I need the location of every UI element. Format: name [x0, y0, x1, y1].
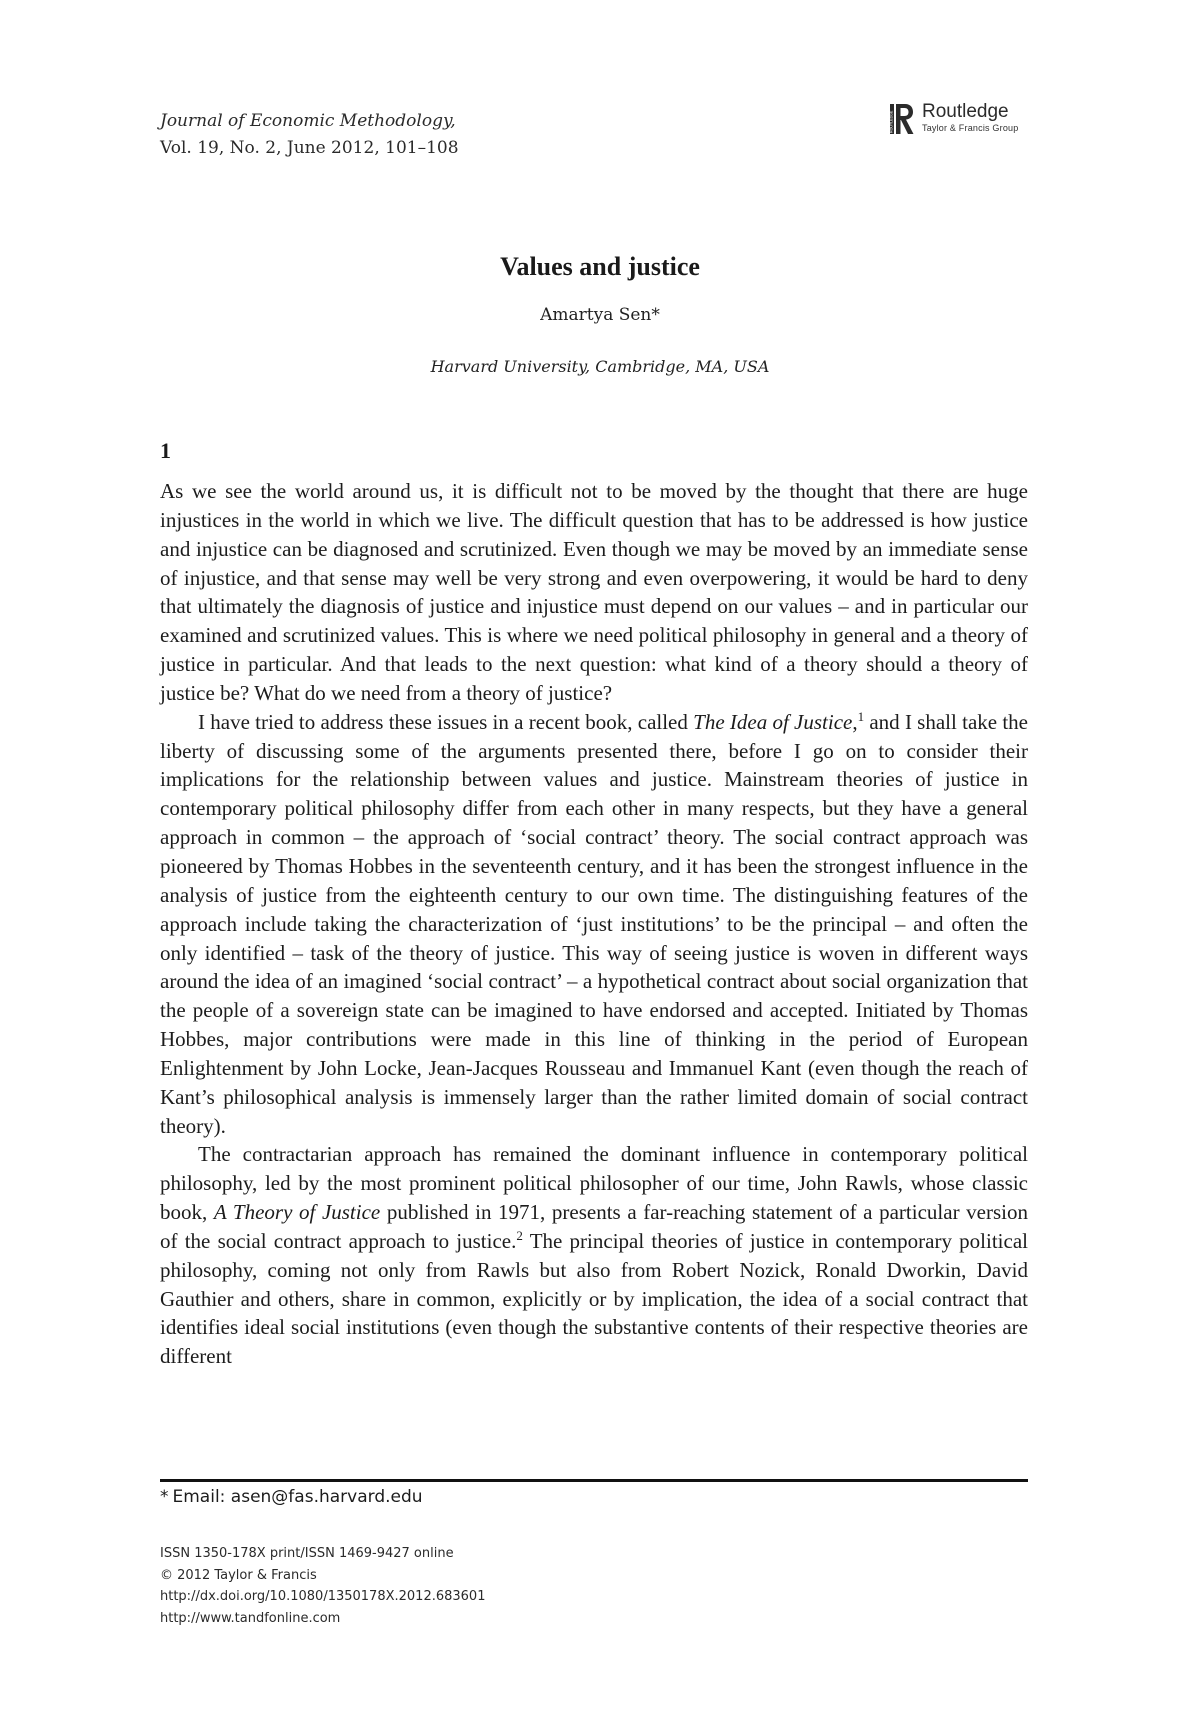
body-paragraph-1: As we see the world around us, it is difficult not to be moved by the thought that there are huge injustices in the world in which we live. The difficult question that has to be addressed is how justice and injustice can be diagnosed and scrutinized. Even though we may be moved by an immediate sense of injustice, and that sense may well be very strong and even overpowering, it would be hard to deny that ultimately the diagnosis of justice and injustice must depend on our values – and in particular our examined and scrutinized values. This is where we need political philosophy in general and a theory of justice in particular. And that leads to the next question: what kind of a theory should a theory of justice be? What do we need from a theory of justice?: [160, 479, 1028, 705]
author-footnote: [160, 1487, 423, 1507]
logo-text: [922, 102, 1018, 134]
footnote-ref-1[interactable]: 1: [857, 708, 865, 724]
publisher-logo: [890, 102, 1018, 136]
logo-side-text: ROUTLEDGE: [889, 110, 894, 133]
book-title-theory-of-justice: A Theory of Justice: [213, 1200, 381, 1225]
paragraph-2-comma: ,: [852, 709, 858, 734]
doi-link[interactable]: http://dx.doi.org/10.1080/1350178X.2012.683601: [160, 1589, 486, 1604]
paragraph-3-text-b: published in 1971, presents a far-reaching statement of a particular version of the social contract approach to justice.: [160, 1200, 1028, 1253]
footnote-ref-2[interactable]: 2: [516, 1227, 523, 1243]
issn-line: ISSN 1350-178X print/ISSN 1469-9427 online: [160, 1546, 454, 1561]
section-number: 1: [160, 438, 171, 463]
author-affiliation: Harvard University, Cambridge, MA, USA: [430, 357, 770, 376]
routledge-r-icon: [890, 102, 916, 136]
article-author: Amartya Sen*: [540, 305, 660, 325]
book-title-idea-of-justice: The Idea of Justice: [693, 709, 853, 734]
publisher-group: Taylor & Francis Group: [922, 123, 1019, 133]
journal-citation: Vol. 19, No. 2, June 2012, 101–108: [160, 138, 459, 158]
publication-imprint: [160, 1543, 485, 1629]
publisher-brand: Routledge: [922, 101, 1009, 122]
body-paragraph-2: [160, 708, 1028, 1141]
article-title: Values and justice: [500, 252, 700, 281]
journal-header: [160, 108, 459, 162]
author-email[interactable]: Email: asen@fas.harvard.edu: [172, 1487, 423, 1507]
paragraph-3-text-c: The principal theories of justice in contemporary political philosophy, coming not only from Rawls but also from Robert Nozick, Ronald Dworkin, David Gauthier and others, share in common, explicitly or by implication, the idea of a social contract that identifies ideal social institutions (even though the substantive contents of their respective theories are different: [160, 1228, 1028, 1369]
footnote-star: *: [160, 1487, 169, 1507]
paragraph-2-text-a: I have tried to address these issues in a recent book, called: [198, 709, 694, 734]
publisher-url-link[interactable]: http://www.tandfonline.com: [160, 1610, 341, 1626]
body-paragraph-3: [160, 1140, 1028, 1371]
paragraph-2-text-b: and I shall take the liberty of discussing some of the arguments presented there, before I go on to consider their implications for the relationship between values and justice. Mainstream theories of justice in contemporary political philosophy differ from each other in many respects, but they have a general approach in common – the approach of ‘social contract’ theory. The social contract approach was pioneered by Thomas Hobbes in the seventeenth century, and it has been the strongest influence in the analysis of justice from the eighteenth century to our own time. The distinguishing features of the approach include taking the characterization of ‘just institutions’ to be the principal – and often the only identified – task of the theory of justice. This way of seeing justice is woven in different ways around the idea of an imagined ‘social contract’ – a hypothetical contract about social organization that the people of a sovereign state can be imagined to have endorsed and accepted. Initiated by Thomas Hobbes, major contributions were made in this line of thinking in the period of European Enlightenment by John Locke, Jean-Jacques Rousseau and Immanuel Kant (even though the reach of Kant’s philosophical analysis is immensely larger than the rather limited domain of social contract theory).: [160, 709, 1028, 1138]
paragraph-3-text-a: The contractarian approach has remained the dominant influence in contemporary political philosophy, led by the most prominent political philosopher of our time, John Rawls, whose classic book,: [160, 1142, 1028, 1225]
journal-name: Journal of Economic Methodology,: [160, 111, 456, 131]
article-body: [160, 477, 1028, 1371]
footnote-divider: [160, 1479, 1028, 1482]
copyright-line: © 2012 Taylor & Francis: [160, 1567, 317, 1583]
